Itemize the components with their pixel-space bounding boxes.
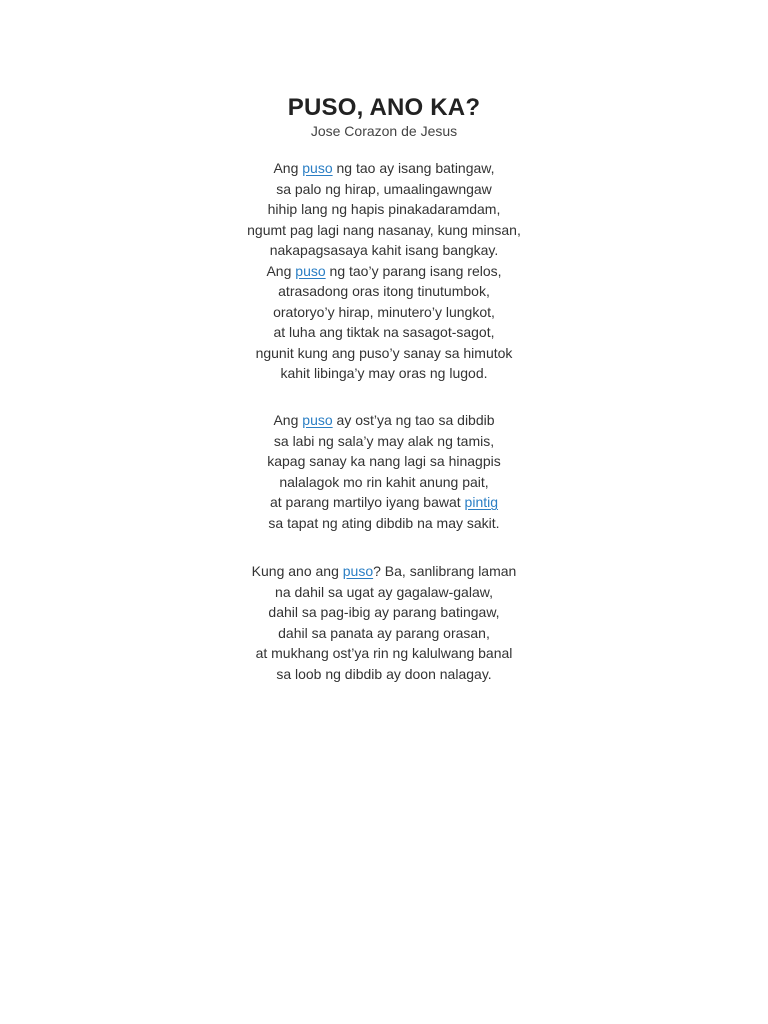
line-text: dahil sa panata ay parang orasan,: [278, 624, 490, 641]
line-text: ng tao ay isang batingaw,: [332, 160, 495, 176]
poem-line: [0, 582, 768, 603]
line-text: kahit libinga’y may oras ng lugod.: [280, 365, 488, 381]
line-text: sa loob ng dibdib ay doon nalagay.: [276, 665, 492, 682]
line-text: kapag sanay ka nang lagi sa hinagpis: [267, 453, 501, 469]
line-text: nalalagok mo rin kahit anung pait,: [279, 473, 489, 490]
line-text: Ang: [273, 412, 303, 428]
poem-line: [0, 261, 768, 282]
line-text: Ang: [266, 262, 296, 279]
poem-line: [0, 322, 768, 343]
line-text: Kung ano ang: [251, 563, 343, 579]
poem-line: [0, 492, 768, 513]
line-text: ng tao’y parang isang relos,: [325, 262, 502, 279]
line-text: oratoryo’y hirap, minutero’y lungkot,: [273, 303, 495, 320]
line-text: nakapagsasaya kahit isang bangkay.: [269, 242, 499, 258]
poem-line: [0, 410, 768, 431]
line-text: na dahil sa ugat ay gagalaw-galaw,: [275, 583, 493, 600]
poem-line: [0, 451, 768, 472]
poem-line: [0, 623, 768, 644]
poem-author: Jose Corazon de Jesus: [310, 123, 458, 139]
line-text: hihip lang ng hapis pinakadaramdam,: [267, 201, 501, 217]
poem-line: [0, 602, 768, 623]
poem-line: [0, 513, 768, 534]
poem-line: [0, 643, 768, 664]
keyword-link-pintig[interactable]: pintig: [464, 494, 499, 510]
keyword-link-puso[interactable]: puso: [295, 262, 326, 279]
keyword-link-puso[interactable]: puso: [342, 563, 374, 579]
line-text: sa palo ng hirap, umaalingawngaw: [276, 180, 492, 197]
poem-line: [0, 179, 768, 200]
line-text: Ang: [273, 160, 303, 176]
poem-line: [0, 561, 768, 582]
line-text: sa tapat ng ating dibdib na may sakit.: [268, 514, 500, 531]
line-text: dahil sa pag-ibig ay parang batingaw,: [268, 604, 500, 620]
poem-line: [0, 472, 768, 493]
poem-line: [0, 199, 768, 220]
poem-line: [0, 281, 768, 302]
line-text: atrasadong oras itong tinutumbok,: [278, 283, 490, 299]
line-text: at luha ang tiktak na sasagot-sagot,: [273, 324, 495, 340]
line-text: at mukhang ost’ya rin ng kalulwang banal: [255, 645, 513, 661]
poem-line: [0, 240, 768, 261]
poem-line: [0, 302, 768, 323]
poem-line: [0, 220, 768, 241]
line-text: ay ost’ya ng tao sa dibdib: [332, 412, 495, 428]
poem-line: [0, 664, 768, 685]
poem-line: [0, 431, 768, 452]
poem-title: PUSO, ANO KA?: [287, 94, 481, 121]
line-text: at parang martilyo iyang bawat: [269, 494, 465, 510]
keyword-link-puso[interactable]: puso: [302, 412, 333, 428]
poem-line: [0, 343, 768, 364]
line-text: ngunit kung ang puso’y sanay sa himutok: [255, 344, 513, 361]
line-text: ngumt pag lagi nang nasanay, kung minsan,: [247, 221, 521, 238]
line-text: ? Ba, sanlibrang laman: [373, 563, 517, 579]
stanza-2: [0, 410, 768, 533]
stanza-1: [0, 158, 768, 384]
poem-line: [0, 363, 768, 384]
stanza-3: [0, 561, 768, 684]
keyword-link-puso[interactable]: puso: [302, 160, 333, 176]
poem-line: [0, 158, 768, 179]
line-text: sa labi ng sala’y may alak ng tamis,: [273, 432, 495, 449]
